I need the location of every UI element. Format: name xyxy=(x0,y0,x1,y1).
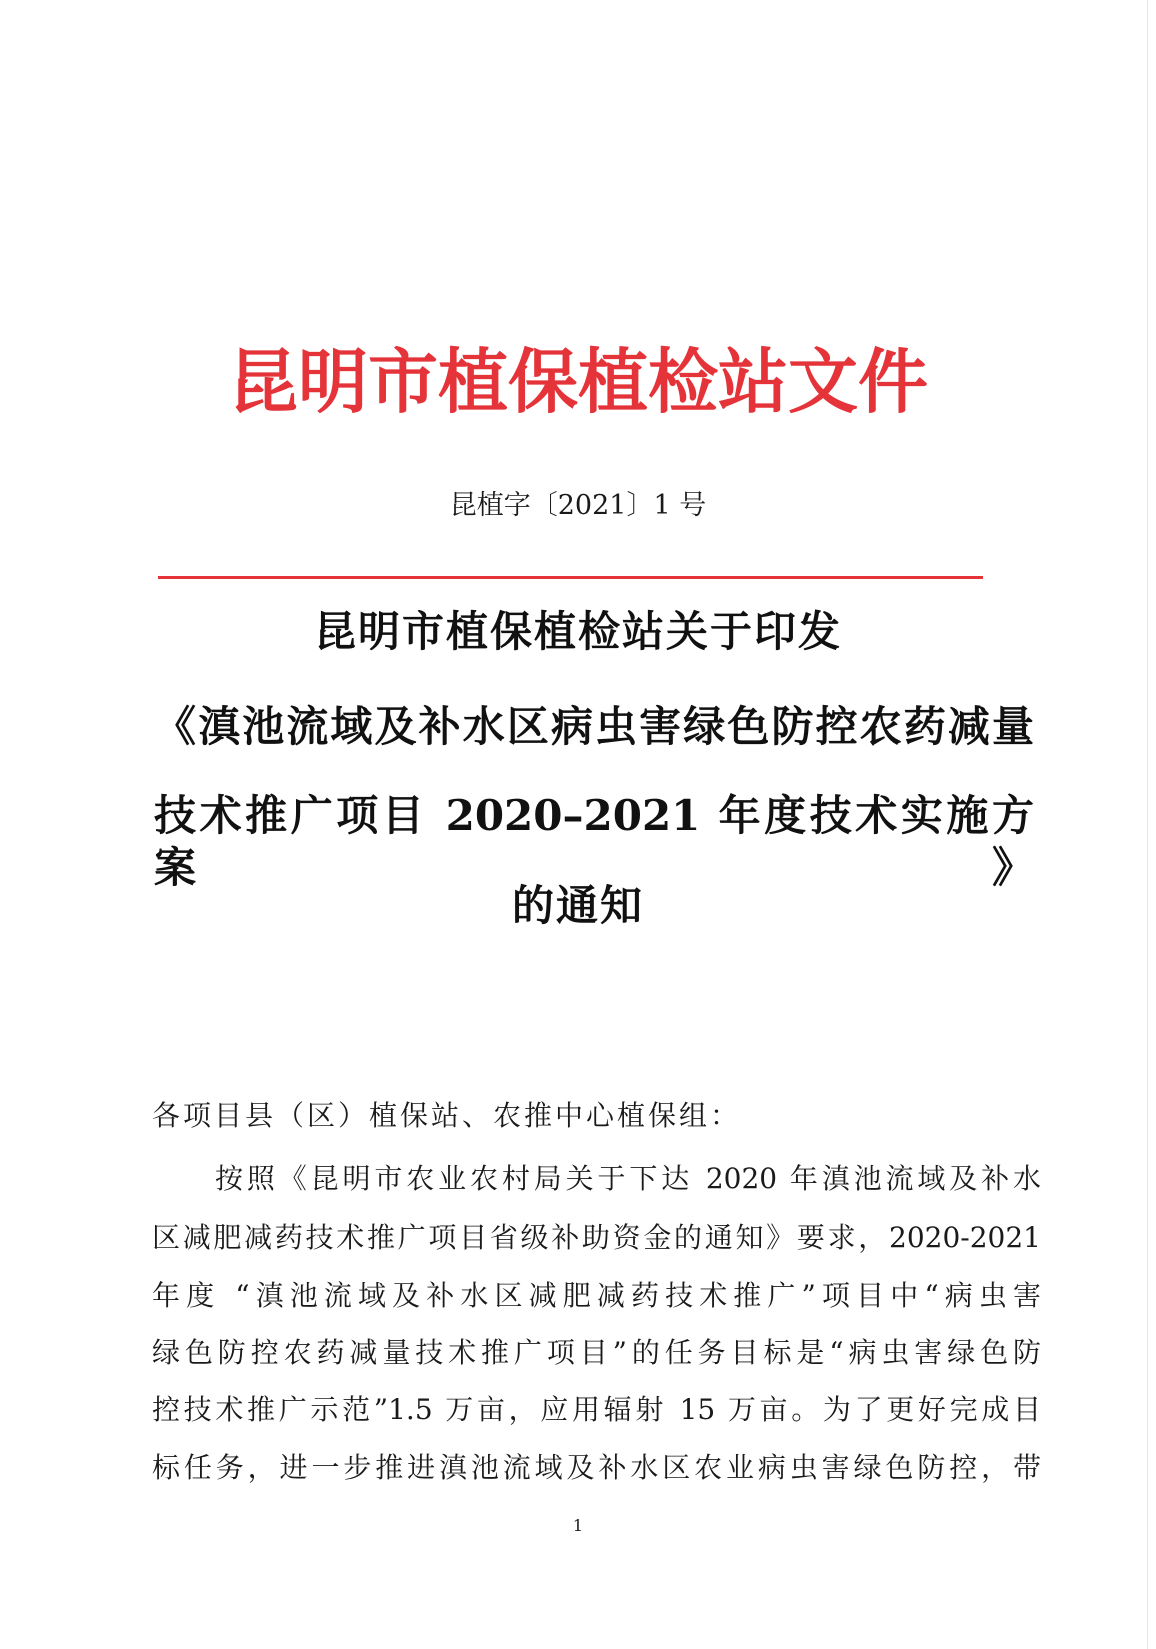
page-number: 1 xyxy=(572,1516,584,1535)
body-line: 绿色防控农药减量技术推广项目”的任务目标是“病虫害绿色防 xyxy=(152,1336,1041,1369)
salutation: 各项目县（区）植保站、农推中心植保组： xyxy=(152,1099,742,1132)
notice-title-line-2: 《滇池流域及补水区病虫害绿色防控农药减量 xyxy=(154,702,1034,751)
notice-title-line-4: 的通知 xyxy=(511,881,644,930)
body-line: 控技术推广示范”1.5 万亩，应用辐射 15 万亩。为了更好完成目 xyxy=(152,1393,1041,1426)
notice-title-line-1: 昆明市植保植检站关于印发 xyxy=(313,607,842,656)
body-line: 标任务，进一步推进滇池流域及补水区农业病虫害绿色防控，带 xyxy=(152,1451,1041,1484)
notice-title-line-3: 技术推广项目 2020–2021 年度技术实施方案》 xyxy=(154,791,1034,892)
document-header-title: 昆明市植保植检站文件 xyxy=(228,340,928,423)
body-line: 按照《昆明市农业农村局关于下达 2020 年滇池流域及补水 xyxy=(215,1162,1041,1195)
body-line: 年度 “滇池流域及补水区减肥减药技术推广”项目中“病虫害 xyxy=(152,1279,1041,1312)
document-number: 昆植字〔2021〕1 号 xyxy=(449,490,707,521)
red-divider xyxy=(158,576,983,579)
body-line: 区减肥减药技术推广项目省级补助资金的通知》要求，2020-2021 xyxy=(152,1221,1041,1254)
scan-edge-line xyxy=(1147,0,1148,1649)
